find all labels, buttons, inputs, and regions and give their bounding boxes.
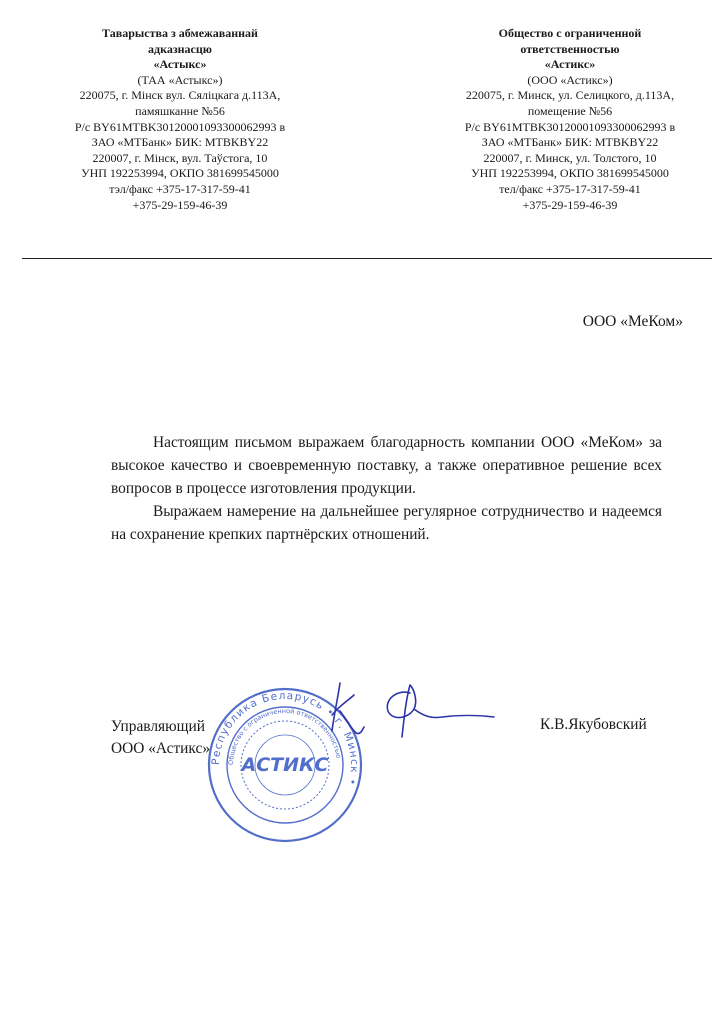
signature-stroke <box>332 683 364 734</box>
header-left-line: памяшканне №56 <box>135 103 225 118</box>
header-right-line: помещение №56 <box>527 103 613 118</box>
header-left-line: (ТАА «Астыкс») <box>137 72 223 87</box>
stamp-inner-text: Общество с ограниченной ответственностью <box>226 706 343 766</box>
handwritten-signature <box>318 675 498 755</box>
signature-stroke <box>387 685 494 737</box>
signatory-position: Управляющий <box>111 718 205 735</box>
header-left-line: Таварыства з абмежаваннай <box>102 26 258 40</box>
header-right-line: 220007, г. Минск, ул. Толстого, 10 <box>483 150 657 165</box>
header-left-line: 220075, г. Мінск вул. Сяліцкага д.113А, <box>79 88 281 103</box>
header-right-line: ЗАО «МТБанк» БИК: MTBKBY22 <box>481 135 659 150</box>
signatory-company: ООО «Астикс» <box>111 740 211 757</box>
header-divider <box>22 258 712 259</box>
body-paragraph: Выражаем намерение на дальнейшее регулярное сотрудничество и надеемся на сохранение крепких партнёрских отношений. <box>111 503 662 543</box>
header-left-line: тэл/факс +375-17-317-59-41 <box>109 181 251 196</box>
stamp-center-text: АСТИКС <box>241 754 329 776</box>
header-right-line: (ООО «Астикс») <box>527 72 613 87</box>
header-left-line: +375-29-159-46-39 <box>132 197 228 212</box>
header-right-line: Общество с ограниченной <box>498 26 642 40</box>
header-left-line: 220007, г. Мінск, вул. Таўстога, 10 <box>92 150 268 165</box>
signatory-name: К.В.Якубовский <box>540 716 647 733</box>
body-paragraph: Настоящим письмом выражаем благодарность компании ООО «МеКом» за высокое качество и своевременную поставку, а также оперативное решение всех вопросов в процессе изготовления продукции. <box>111 434 662 497</box>
addressee: ООО «МеКом» <box>582 313 683 330</box>
header-right-line: УНП 192253994, ОКПО 381699545000 <box>471 166 669 181</box>
header-left-line: ЗАО «МТБанк» БИК: MTBKBY22 <box>91 135 269 150</box>
header-left-line: УНП 192253994, ОКПО 381699545000 <box>81 166 279 181</box>
letter-body <box>111 431 662 546</box>
header-left-line: «Астыкс» <box>153 57 207 72</box>
header-right-line: тел/факс +375-17-317-59-41 <box>499 181 641 196</box>
header-left-line: Р/с BY61MTBK30120001093300062993 в <box>74 119 286 134</box>
stamp-outer-text: Республика Беларусь • г. Минск • <box>209 689 361 788</box>
header-right-line: ответственностью <box>520 41 620 56</box>
header-right-line: Р/с BY61MTBK30120001093300062993 в <box>464 119 676 134</box>
signatory-title <box>111 716 210 760</box>
header-left-line: адказнасцю <box>148 41 212 56</box>
header-right-line: +375-29-159-46-39 <box>522 197 618 212</box>
header-right-line: 220075, г. Минск, ул. Селицкого, д.113А, <box>465 88 675 103</box>
header-left <box>30 26 330 213</box>
header-right <box>425 26 715 213</box>
header-right-line: «Астикс» <box>544 57 596 72</box>
